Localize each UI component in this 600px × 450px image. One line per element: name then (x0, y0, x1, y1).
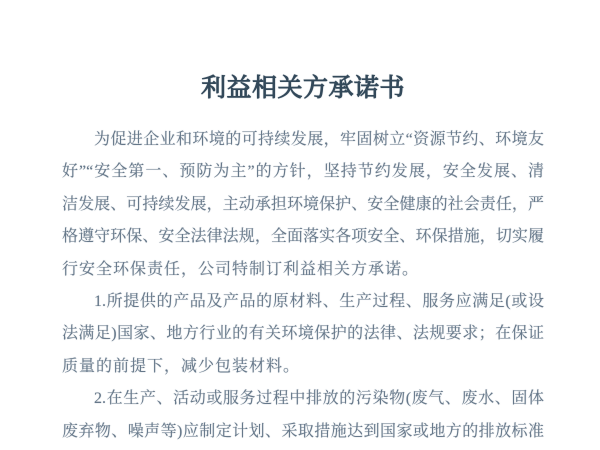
document-line: 为促进企业和环境的可持续发展，牢固树立“资源节约、环境友 (94, 131, 544, 148)
document-line: 2.在生产、活动或服务过程中排放的污染物(废气、废水、固体 (94, 390, 544, 408)
document-line: 好”“安全第一、预防为主”的方针，坚持节约发展，安全发展、清 (62, 163, 544, 181)
document-line: 法满足)国家、地方行业的有关环境保护的法律、法规要求；在保证 (62, 325, 544, 343)
document-line: 废弃物、噪声等)应制定计划、采取措施达到国家或地方的排放标准 (62, 422, 544, 440)
document-line: 1.所提供的产品及产品的原材料、生产过程、服务应满足(或设 (94, 293, 544, 311)
document-line: 质量的前提下，减少包装材料。 (62, 357, 301, 375)
document-body (62, 124, 544, 448)
document-line: 洁发展、可持续发展，主动承担环境保护、安全健康的社会责任，严 (62, 195, 544, 213)
document-line: 行安全环保责任，公司特制订利益相关方承诺。 (62, 260, 420, 278)
document-title: 利益相关方承诺书 (200, 74, 405, 102)
document-line: 格遵守环保、安全法律法规，全面落实各项安全、环保措施，切实履 (62, 228, 544, 246)
